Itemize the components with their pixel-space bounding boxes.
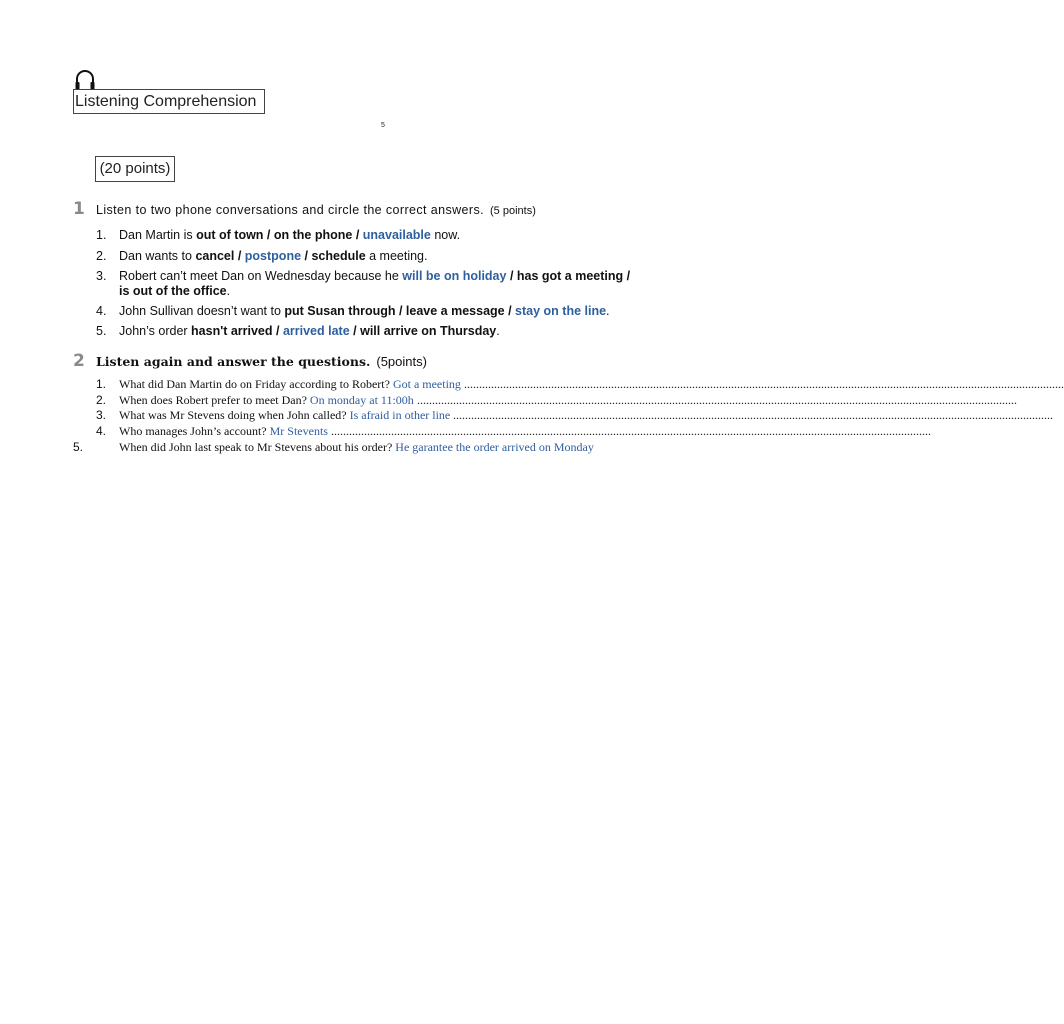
total-points-box: (20 points): [95, 156, 175, 182]
item-number: 1.: [96, 228, 107, 242]
item-sentence: [119, 304, 610, 318]
sentence-fragment: put Susan through: [284, 304, 396, 318]
section-1-instruction-text: Listen to two phone conversations and circle the correct answers.: [96, 203, 484, 217]
highlighted-answer: stay on the line: [515, 304, 607, 318]
answer-dotted-line: ........................................................................................................................................................................................................: [331, 424, 931, 438]
sentence-fragment: has got a meeting: [516, 269, 624, 283]
item-number: 2.: [96, 249, 107, 263]
question-number: 1.: [96, 377, 107, 391]
sentence-fragment: .: [226, 284, 231, 298]
item-sentence: [119, 269, 630, 283]
answer-text: Is afraid in other line: [349, 408, 451, 422]
sentence-fragment: /: [349, 324, 361, 338]
item-number: 5.: [96, 324, 107, 338]
item-sentence: [119, 249, 427, 263]
question-number: 2.: [96, 393, 107, 407]
question-text: When did John last speak to Mr Stevens about his order?: [119, 440, 393, 454]
sentence-fragment: /: [352, 228, 363, 242]
section-2-instruction: [96, 354, 427, 369]
sentence-fragment: cancel: [195, 249, 235, 263]
sentence-fragment: /: [506, 269, 517, 283]
sentence-fragment: /: [272, 324, 283, 338]
highlighted-answer: unavailable: [362, 228, 431, 242]
section-1-instruction: [96, 203, 536, 217]
section-1-number: 1: [73, 199, 85, 219]
sentence-fragment: a meeting.: [365, 249, 428, 263]
question-text: What did Dan Martin do on Friday according to Robert?: [119, 377, 390, 391]
sentence-fragment: on the phone: [273, 228, 353, 242]
answer-text: Got a meeting: [392, 377, 461, 391]
sentence-fragment: /: [263, 228, 274, 242]
question-number: 5.: [73, 440, 84, 454]
sentence-fragment: Dan Martin is: [119, 228, 197, 242]
answer-dotted-line: ........................................................................................................................................................................................................: [417, 393, 1017, 407]
sentence-fragment: /: [301, 249, 312, 263]
highlighted-answer: arrived late: [282, 324, 350, 338]
sentence-fragment: John’s order: [119, 324, 192, 338]
sentence-fragment: .: [496, 324, 500, 338]
answer-text: On monday at 11:00h: [309, 393, 414, 407]
sentence-fragment: out of town: [196, 228, 264, 242]
item-number: 3.: [96, 269, 107, 283]
section-2-instruction-text: Listen again and answer the questions.: [96, 354, 371, 369]
question-number: 4.: [96, 424, 107, 438]
question-text: When does Robert prefer to meet Dan?: [119, 393, 307, 407]
highlighted-answer: will be on holiday: [402, 269, 507, 283]
section-1-points: (5 points): [490, 205, 536, 217]
highlighted-answer: postpone: [244, 249, 302, 263]
sentence-fragment: now.: [430, 228, 461, 242]
sentence-fragment: schedule: [311, 249, 366, 263]
page-title: Listening Comprehension: [73, 89, 265, 114]
question-text: What was Mr Stevens doing when John called?: [119, 408, 347, 422]
sentence-fragment: Robert can’t meet Dan on Wednesday because he: [119, 269, 403, 283]
sentence-fragment: leave a message: [405, 304, 505, 318]
question-text: Who manages John’s account?: [119, 424, 267, 438]
item-number: 4.: [96, 304, 107, 318]
answer-text: Mr Stevents: [269, 424, 328, 438]
page-mark: 5: [381, 122, 385, 129]
sentence-fragment: /: [623, 269, 631, 283]
sentence-fragment: /: [504, 304, 516, 318]
answer-dotted-line: ........................................................................................................................................................................................................: [453, 408, 1053, 422]
item-sentence: [119, 324, 500, 338]
sentence-fragment: is out of the office: [119, 284, 227, 298]
answer-dotted-line: ........................................................................................................................................................................................................: [464, 377, 1064, 391]
answer-text: He garantee the order arrived on Monday: [395, 440, 594, 454]
sentence-fragment: will arrive on Thursday: [360, 324, 497, 338]
sentence-fragment: /: [395, 304, 406, 318]
sentence-fragment: Dan wants to: [119, 249, 196, 263]
section-2-number: 2: [73, 351, 85, 371]
section-2-points: (5points): [376, 354, 427, 369]
sentence-fragment: .: [606, 304, 610, 318]
item-sentence-continuation: [119, 284, 230, 298]
sentence-fragment: John Sullivan doesn’t want to: [119, 304, 285, 318]
question-number: 3.: [96, 408, 107, 422]
sentence-fragment: hasn't arrived: [191, 324, 273, 338]
sentence-fragment: /: [234, 249, 245, 263]
item-sentence: [119, 228, 460, 242]
